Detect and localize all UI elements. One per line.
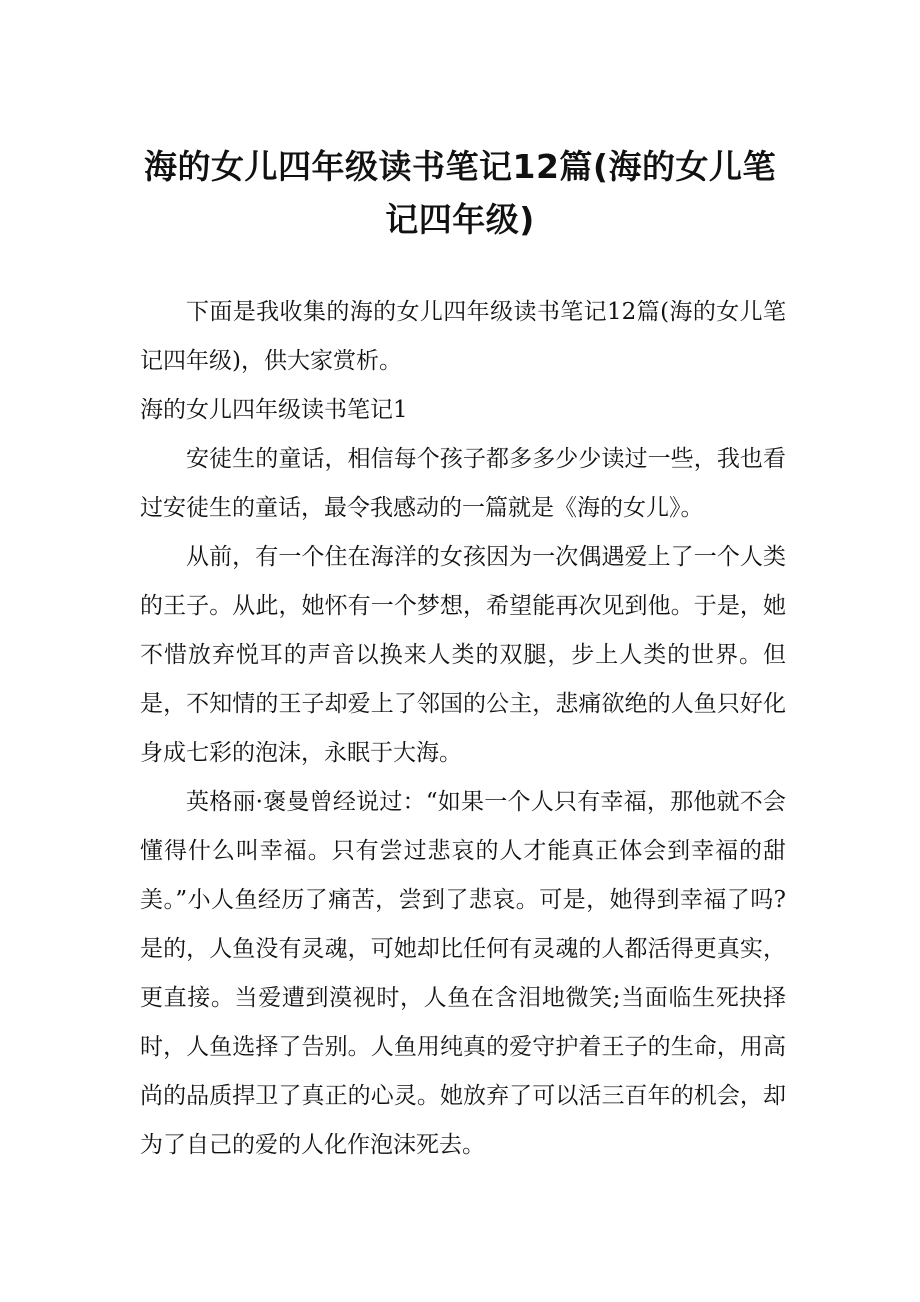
body-paragraph: 英格丽·褒曼曾经说过：“如果一个人只有幸福，那他就不会懂得什么叫幸福。只有尝过悲哀的人才能真正体会到幸福的甜美。”小人鱼经历了痛苦，尝到了悲哀。可是，她得到幸福了吗?是的，人鱼没有灵魂，可她却比任何有灵魂的人都活得更真实，更直接。当爱遭到漠视时，人鱼在含泪地微笑;当面临生死抉择时，人鱼选择了告别。人鱼用纯真的爱守护着王子的生命，用高尚的品质捍卫了真正的心灵。她放弃了可以活三百年的机会，却为了自己的爱的人化作泡沫死去。 xyxy=(140,789,786,1158)
document-body xyxy=(140,288,786,1170)
body-paragraph: 安徒生的童话，相信每个孩子都多多少少读过一些，我也看过安徒生的童话，最令我感动的一篇就是《海的女儿》。 xyxy=(140,446,786,521)
section-heading: 海的女儿四年级读书笔记1 xyxy=(140,397,408,423)
body-paragraph: 从前，有一个住在海洋的女孩因为一次偶遇爱上了一个人类的王子。从此，她怀有一个梦想，希望能再次见到他。于是，她不惜放弃悦耳的声音以换来人类的双腿，步上人类的世界。但是，不知情的王子却爱上了邻国的公主，悲痛欲绝的人鱼只好化身成七彩的泡沫，永眠于大海。 xyxy=(140,544,786,766)
document-title: 海的女儿四年级读书笔记12篇(海的女儿笔记四年级) xyxy=(143,147,776,239)
intro-paragraph: 下面是我收集的海的女儿四年级读书笔记12篇(海的女儿笔记四年级)，供大家赏析。 xyxy=(140,299,786,374)
